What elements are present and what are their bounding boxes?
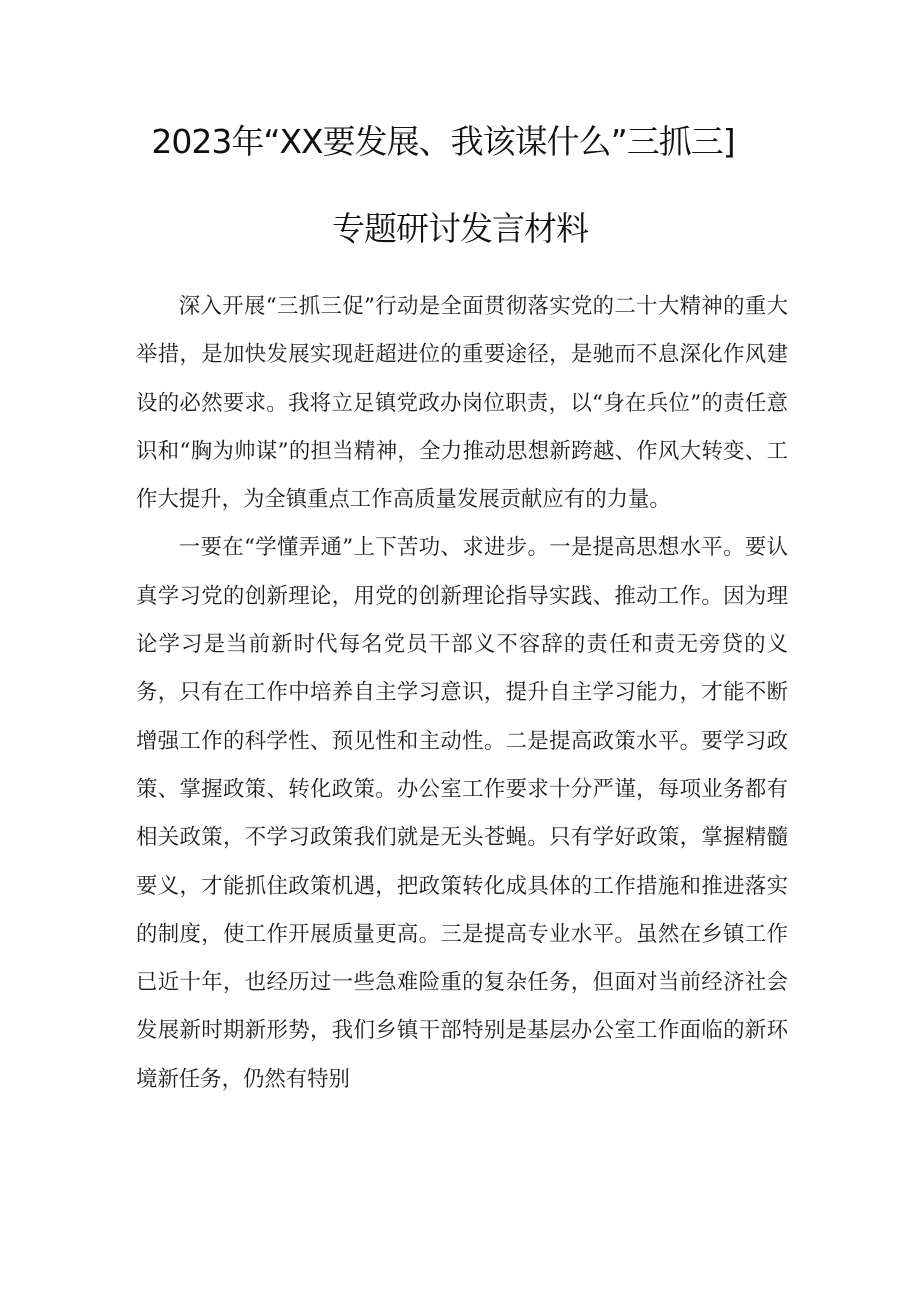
document-title-line-1: 2023年“XX要发展、我该谋什么”三抓三]	[151, 122, 735, 161]
body-paragraph-2: 一要在“学懂弄通”上下苦功、求进步。一是提高思想水平。要认真学习党的创新理论，用党的创新理论指导实践、推动工作。因为理论学习是当前新时代每名党员干部义不容辞的责任和责无旁贷的义务，只有在工作中培养自主学习意识，提升自主学习能力，才能不断增强工作的科学性、预见性和主动性。二是提高政策水平。要学习政策、掌握政策、转化政策。办公室工作要求十分严谨，每项业务都有相关政策，不学习政策我们就是无头苍蝇。只有学好政策，掌握精髓要义，才能抓住政策机遇，把政策转化成具体的工作措施和推进落实的制度，使工作开展质量更高。三是提高专业水平。虽然在乡镇工作已近十年，也经历过一些急难险重的复杂任务，但面对当前经济社会发展新时期新形势，我们乡镇干部特别是基层办公室工作面临的新环境新任务，仍然有特别	[136, 535, 788, 1092]
document-title-line-2: 专题研讨发言材料	[332, 209, 588, 248]
document-body	[136, 283, 788, 1104]
body-paragraph-1: 深入开展“三抓三促”行动是全面贯彻落实党的二十大精神的重大举措，是加快发展实现赶超进位的重要途径，是驰而不息深化作风建设的必然要求。我将立足镇党政办岗位职责，以“身在兵位”的责任意识和“胸为帅谋”的担当精神，全力推动思想新跨越、作风大转变、工作大提升，为全镇重点工作高质量发展贡献应有的力量。	[136, 294, 788, 513]
